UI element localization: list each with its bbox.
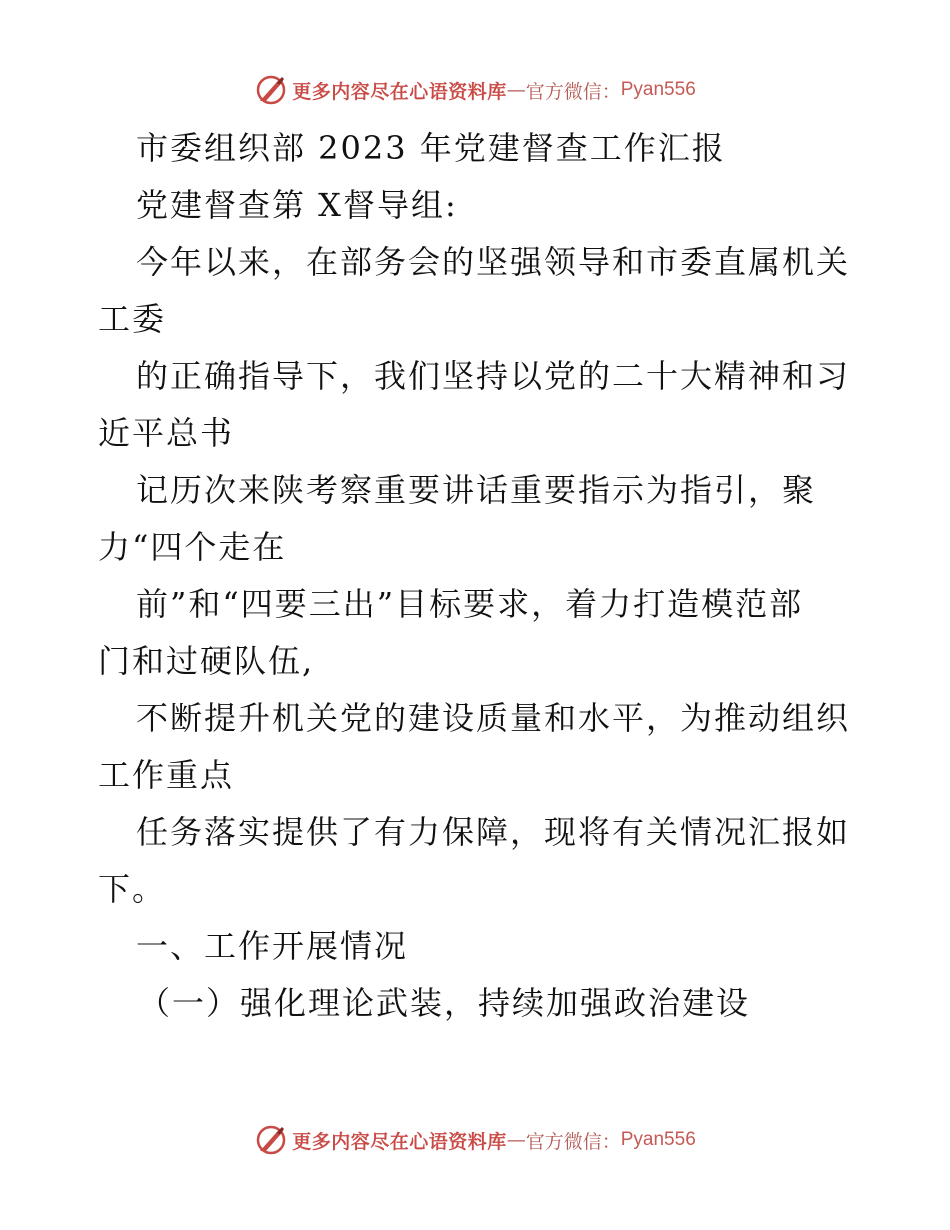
brush-logo-icon bbox=[254, 73, 288, 107]
document-line: 任务落实提供了有力保障，现将有关情况汇报如 bbox=[136, 813, 851, 851]
document-line: 前”和“四要三出”目标要求，着力打造模范部 bbox=[136, 585, 804, 623]
document-line: 门和过硬队伍, bbox=[98, 642, 315, 680]
document-line: 不断提升机关党的建设质量和水平，为推动组织 bbox=[136, 699, 851, 737]
document-line: 今年以来，在部务会的坚强领导和市委直属机关 bbox=[136, 243, 851, 281]
document-line: 工作重点 bbox=[98, 756, 235, 794]
watermark-header bbox=[0, 70, 950, 110]
brush-logo-icon bbox=[254, 1123, 288, 1157]
watermark-dash: — bbox=[506, 79, 526, 101]
document-line: 力“四个走在 bbox=[98, 528, 287, 566]
watermark-label: 官方微信： bbox=[525, 80, 621, 103]
document-line: 工委 bbox=[98, 300, 167, 338]
document-title: 市委组织部 2023 年党建督查工作汇报 bbox=[136, 129, 726, 167]
document-body bbox=[98, 120, 858, 1032]
watermark-text: 更多内容尽在心语资料库 bbox=[292, 80, 507, 103]
document-line: 近平总书 bbox=[98, 414, 235, 452]
document-line: 的正确指导下，我们坚持以党的二十大精神和习 bbox=[136, 357, 851, 395]
section-heading: 一、工作开展情况 bbox=[136, 927, 409, 965]
document-line: 党建督查第 X督导组: bbox=[136, 186, 458, 224]
watermark-text: 更多内容尽在心语资料库 bbox=[292, 1130, 507, 1153]
watermark-id: Pyan556 bbox=[620, 1129, 696, 1150]
watermark-dash: — bbox=[506, 1129, 526, 1151]
document-line: 记历次来陕考察重要讲话重要指示为指引，聚 bbox=[136, 471, 817, 509]
watermark-id: Pyan556 bbox=[620, 79, 696, 100]
watermark-label: 官方微信： bbox=[525, 1130, 621, 1153]
watermark-footer bbox=[0, 1120, 950, 1160]
document-line: 下。 bbox=[98, 870, 167, 908]
subsection-heading: （一）强化理论武装，持续加强政治建设 bbox=[138, 984, 751, 1022]
